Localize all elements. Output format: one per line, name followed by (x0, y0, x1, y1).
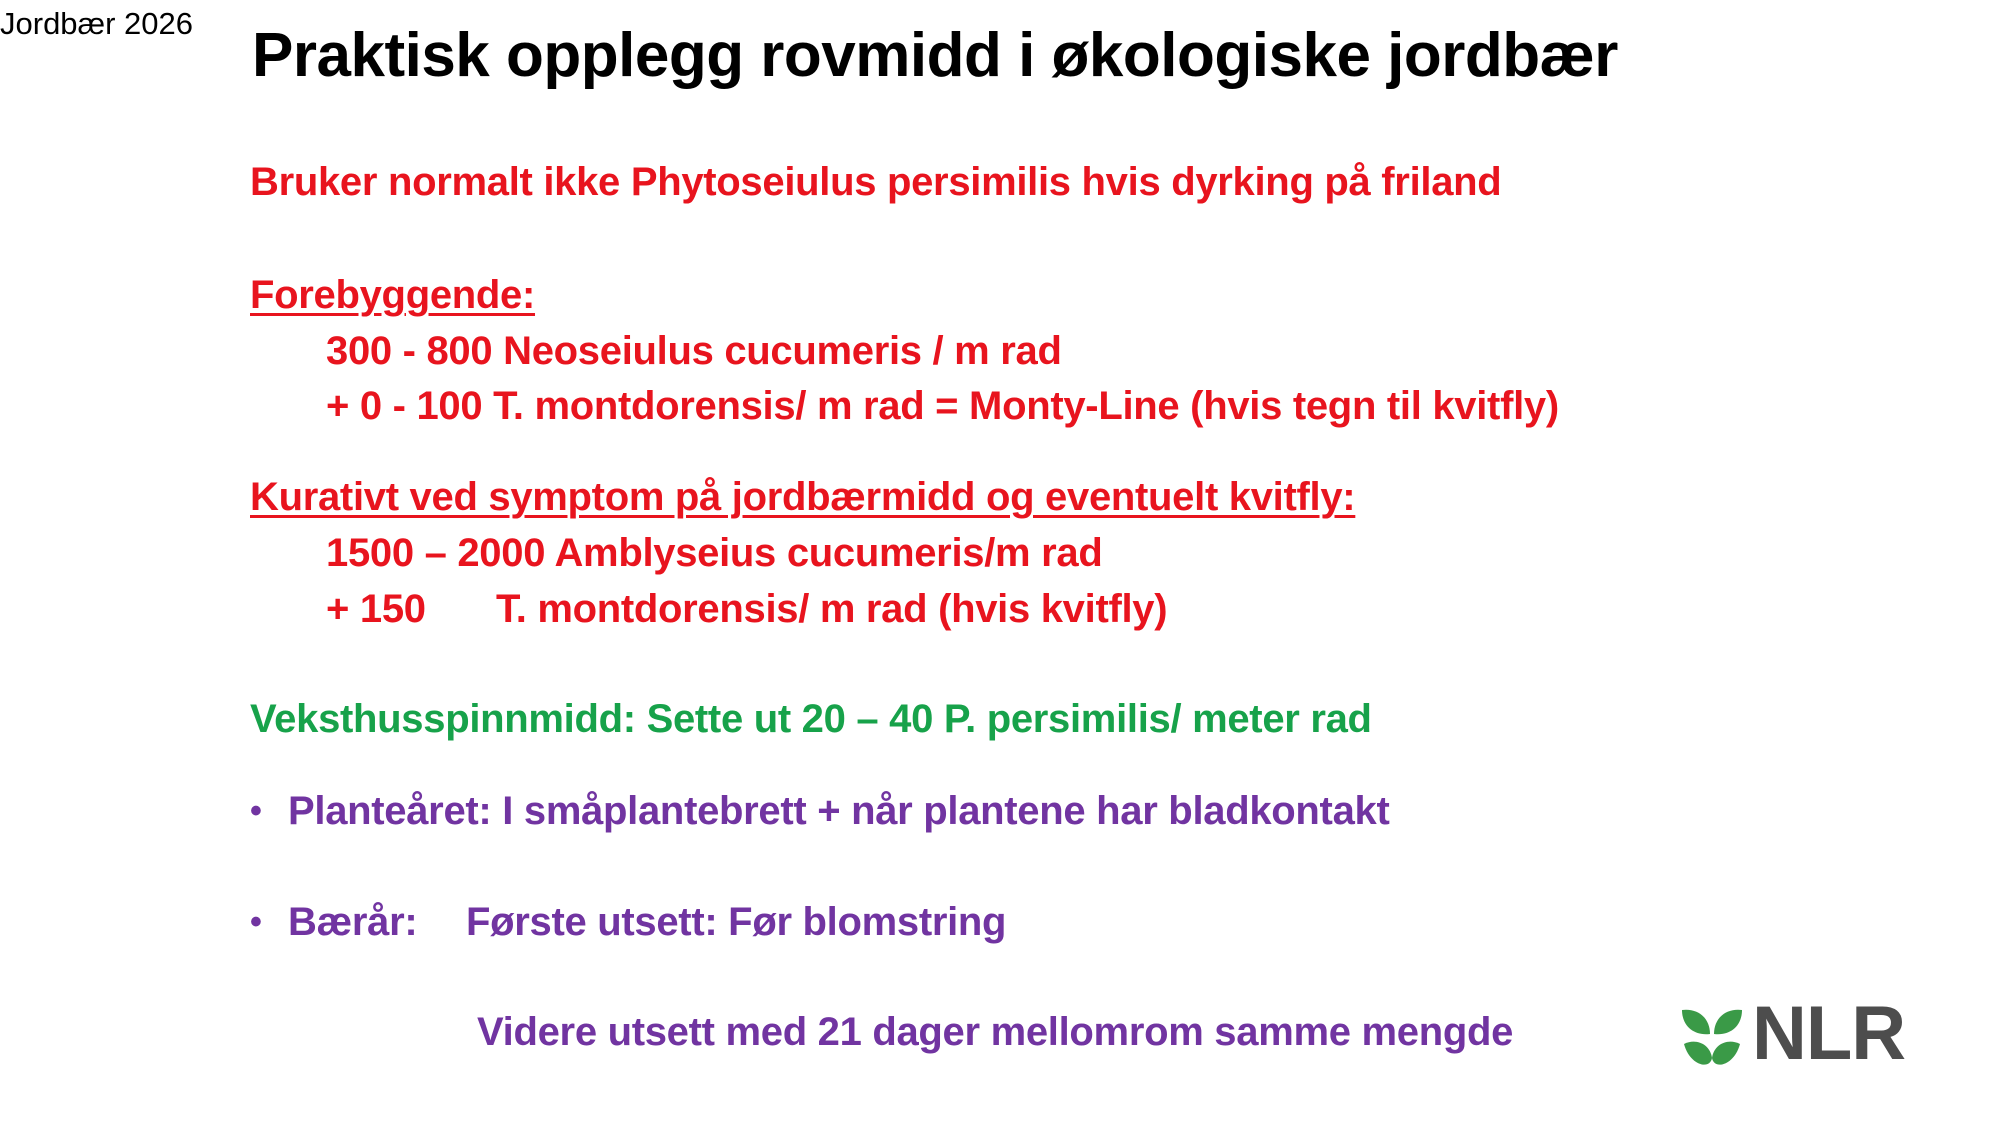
slide-title: Praktisk opplegg rovmidd i økologiske jordbær (252, 21, 1618, 90)
bullet-planting-year: Planteåret: I småplantebrett + når plantene har bladkontakt (288, 789, 1390, 833)
nlr-logo (1676, 991, 1906, 1076)
preventive-heading: Forebyggende: (250, 273, 536, 317)
logo-text: NLR (1752, 991, 1906, 1076)
curative-line-2-amount: + 150 (326, 587, 426, 631)
preventive-line-2: + 0 - 100 T. montdorensis/ m rad = Monty-Line (hvis tegn til kvitfly) (326, 384, 1559, 428)
bullet-berry-year-text: Første utsett: Før blomstring (466, 900, 1007, 944)
bullet-berry-year-label: Bærår: (288, 900, 418, 944)
preventive-line-1: 300 - 800 Neoseiulus cucumeris / m rad (326, 329, 1062, 373)
curative-heading: Kurativt ved symptom på jordbærmidd og eventuelt kvitfly: (250, 475, 1356, 519)
curative-line-2-text: T. montdorensis/ m rad (hvis kvitfly) (496, 587, 1168, 631)
curative-line-1: 1500 – 2000 Amblyseius cucumeris/m rad (326, 531, 1103, 575)
bullet-dot: • (250, 903, 262, 941)
intro-text: Bruker normalt ikke Phytoseiulus persimilis hvis dyrking på friland (250, 160, 1502, 204)
spider-mite-text: Veksthusspinnmidd: Sette ut 20 – 40 P. persimilis/ meter rad (250, 697, 1372, 741)
leaf-logo-icon (1676, 1000, 1748, 1072)
footer-note: Videre utsett med 21 dager mellomrom samme mengde (477, 1010, 1514, 1054)
bullet-dot: • (250, 792, 262, 830)
corner-label: Jordbær 2026 (0, 6, 194, 41)
